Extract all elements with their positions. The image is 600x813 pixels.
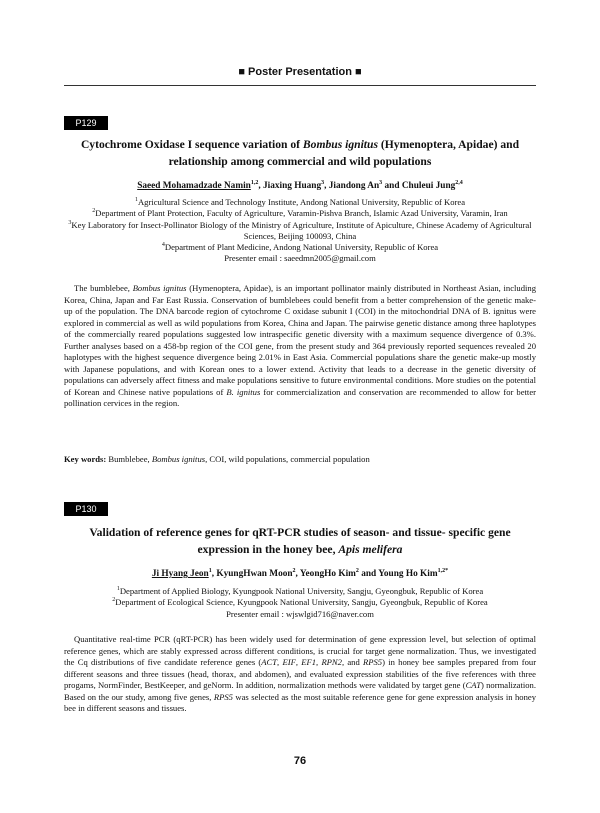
gene-name: EIF <box>282 657 296 668</box>
affiliation <box>64 597 536 608</box>
title-species: Apis melifera <box>338 543 403 556</box>
author-sup: 2 <box>355 567 359 574</box>
author-sup: 2,4 <box>455 179 463 186</box>
species-name: Bombus ignitus <box>132 283 187 293</box>
author-name: Saeed Mohamadzade Namin <box>137 181 251 191</box>
author-sup: 2 <box>292 567 296 574</box>
abstract-text: Quantitative real-time PCR (qRT-PCR) has been widely used for determination of gene expression level, but selection of optimal reference genes, which are stably expressed across different conditions, is crucial for target gene normalization. Thus, we investigated the Cq distributions of five candidate reference genes ( <box>64 634 536 668</box>
affiliation <box>64 197 536 208</box>
abstract-p130: Quantitative real-time PCR (qRT-PCR) has been widely used for determination of gene expression level, but selection of optimal reference genes, which are stably expressed across different conditions, is crucial for target gene normalization. Thus, we investigated the Cq distributions of five candidate reference genes (ACT, EIF, EF1, RPN2, and RPS5) in honey bee samples prepared from four different seasons and three tissues (head, thorax, and abdomen), and evaluated expression stabilities of the five references with three progams, NormFinder, BestKeeper, and geNorm. In addition, normalization methods were validated by target gene (CAT) normalization. Based on the our study, among five genes, RPS5 was selected as the most suitable reference gene for gene expression analysis in honey bee in different seasons and tissues. <box>64 634 537 714</box>
author-sup: 1 <box>208 567 212 574</box>
gene-name: RPS5 <box>213 691 233 702</box>
title-p129 <box>64 136 536 170</box>
affiliation-text: Department of Plant Protection, Faculty of Agriculture, Varamin-Pishva Branch, Islamic Azad University, Varamin, Iran <box>95 208 508 219</box>
author-sup: 1,2 <box>250 179 259 186</box>
page-number: 76 <box>293 755 307 767</box>
author-sep: , <box>295 569 300 579</box>
affiliation-sup: 1 <box>134 197 138 204</box>
gene-name: CAT <box>465 680 482 691</box>
affiliations-p129 <box>64 197 536 265</box>
header-rule <box>64 85 536 86</box>
poster-badge-p130: P130 <box>64 502 108 516</box>
section-header: ■ Poster Presentation ■ <box>238 66 362 78</box>
author-name: Young Ho Kim <box>378 569 438 579</box>
authors-p129 <box>64 181 536 191</box>
title-part: expression in the honey bee, <box>197 543 339 556</box>
abstract-text: The bumblebee, <box>74 283 133 293</box>
author-name: YeongHo Kim <box>299 569 356 579</box>
poster-badge-p129: P129 <box>64 116 108 130</box>
affiliation-text: Key Laboratory for Insect-Pollinator Biology of the Ministry of Agriculture, Institute of Apiculture, Chinese Academy of Agricultural Sciences, Beijing 100093, China <box>71 219 532 241</box>
author-name: Ji Hyang Jeon <box>151 569 209 579</box>
presenter-email: Presenter email : wjswlgid716@naver.com <box>226 608 374 619</box>
gene-name: EF1 <box>301 657 317 668</box>
affiliation-sup: 3 <box>68 219 72 226</box>
keywords-label: Key words: <box>64 454 107 464</box>
affiliation <box>64 220 536 243</box>
affiliation-sup: 2 <box>92 208 96 215</box>
keywords-text: , COI, wild populations, commercial population <box>205 454 370 464</box>
affiliation-sup: 4 <box>161 242 165 249</box>
affiliation-text: Department of Applied Biology, Kyungpook National University, Sangju, Gyeongbuk, Republic of Korea <box>119 586 484 596</box>
title-species: Bombus ignitus <box>302 138 378 151</box>
species-name: B. ignitus <box>226 386 261 397</box>
affiliation-text: Department of Ecological Science, Kyungpook National University, Sangju, Gyeongbuk, Republic of Korea <box>115 597 488 608</box>
author-sup: 1,2* <box>437 567 449 574</box>
author-name: Jiandong An <box>328 181 380 191</box>
author-sep: , <box>258 181 263 191</box>
keywords-species: Bombus ignitus <box>151 454 206 464</box>
abstract-text: for commercialization and conservation are recommended to allow for better pollination cervices in the region. <box>64 386 536 409</box>
gene-name: RPS5 <box>363 657 383 668</box>
affiliation <box>64 586 536 597</box>
abstract-text: (Hymenoptera, Apidae), is an important pollinator mainly distributed in Northeast Asian, including Korea, China, Japan and Far East Russia. Conservation of bumblebees could benefit from a better comprehension of the genetic make-up of the population. The DNA barcode region of cytochrome C oxidase subunit I (COI) in the mitochondrial DNA of B. ignitus were explored in commercial as well as wild populations from Korea, China and Japan. The pairwise genetic distance among three haplotypes of the commercially reared populations suggested low intraspecific genetic diversity with a maximum sequence divergence of 0.3%. Further analyses based on a 458-bp region of the COI gene, from the present study and 364 previously reported sequences revealed 20 haplotypes with the highest sequence divergence being 2.01% in East Asia. Commercial populations share the genetic make-up mostly with Japanese populations, and with Korean ones to a lower extend. Activity that leads to a decrease in the genetic diversity of populations can adversely affect fitness and make populations sensitive to future environmental conditions. More studies on the potential of Korean and Chinese native populations of <box>64 283 536 397</box>
title-line-1: Validation of reference genes for qRT-PCR studies of season- and tissue- specific gene <box>89 526 511 539</box>
author-name: Jiaxing Huang <box>263 181 322 191</box>
author-sup: 3 <box>321 179 325 186</box>
title-part: (Hymenoptera, Apidae) and <box>378 138 520 151</box>
author-sup: 3 <box>379 179 383 186</box>
keywords-p129 <box>64 454 536 466</box>
keywords-text: Bumblebee, <box>106 454 152 464</box>
affiliation-text: Department of Plant Medicine, Andong National University, Republic of Korea <box>164 242 439 253</box>
affiliations-p130 <box>64 586 536 620</box>
abstract-text: ) normalization. Based on the our study, among five genes, <box>64 680 536 702</box>
affiliation <box>64 208 536 219</box>
affiliation <box>64 242 536 253</box>
author-name: KyungHwan Moon <box>216 569 293 579</box>
title-line-2: relationship among commercial and wild populations <box>168 155 432 168</box>
title-p130 <box>64 524 536 558</box>
author-name: Chuleui Jung <box>401 181 456 191</box>
affiliation-sup: 2 <box>112 597 116 604</box>
abstract-text: ) in honey bee samples prepared from four different seasons and three tissues (head, thorax, and abdomen), and evaluated expression stabilities of the five references with three progams, NormFinder, BestKeeper, and geNorm. In addition, normalization methods were validated by target gene ( <box>64 657 537 691</box>
author-sep: and <box>358 569 379 579</box>
author-sep: and <box>382 181 402 191</box>
affiliation-sup: 1 <box>116 586 120 593</box>
gene-name: ACT <box>261 657 278 668</box>
abstract-text: was selected as the most suitable reference gene for gene expression analysis in honey bee in different seasons and tissues. <box>64 691 536 714</box>
affiliation-text: Agricultural Science and Technology Institute, Andong National University, Republic of Korea <box>137 197 466 207</box>
gene-name: RPN2 <box>321 657 342 668</box>
title-part: Cytochrome Oxidase I sequence variation of <box>80 138 303 151</box>
author-sep: , <box>211 569 217 579</box>
author-sep: , <box>324 181 329 191</box>
abstract-p129 <box>64 283 536 410</box>
authors-p130 <box>64 569 536 579</box>
presenter-email: Presenter email : saeedmn2005@gmail.com <box>224 253 376 264</box>
